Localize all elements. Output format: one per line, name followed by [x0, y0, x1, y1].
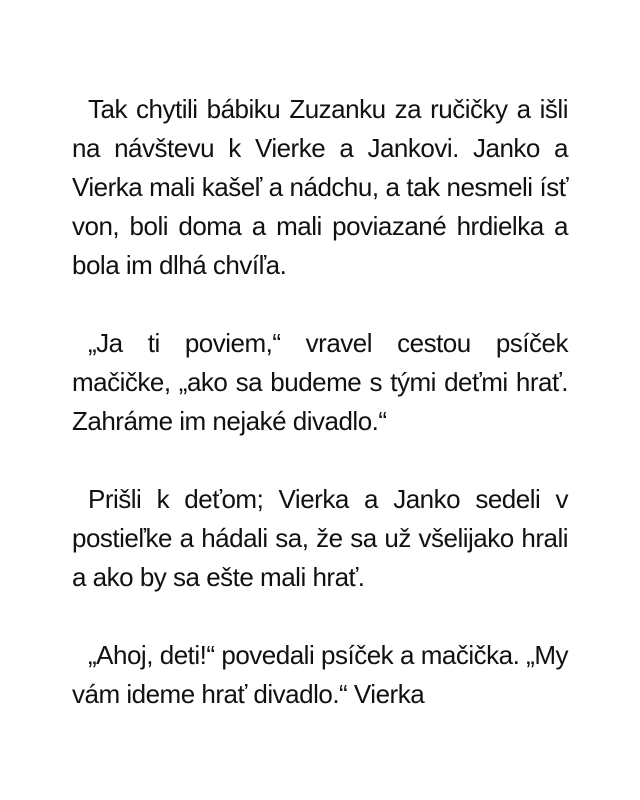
paragraph-1: Tak chytili bábiku Zuzanku za ručičky a išli na návštevu k Vierke a Jankovi. Janko a Vierka mali kašeľ a nádchu, a tak nesmeli ísť von, boli doma a mali poviazané hrdielka a bola im dlhá chvíľa.: [72, 94, 568, 280]
paragraph-3: Prišli k deťom; Vierka a Janko sedeli v postieľke a hádali sa, že sa už všelijako hrali a ako by sa ešte mali hrať.: [72, 484, 568, 592]
paragraph-4: „Ahoj, deti!“ povedali psíček a mačička. „My vám ideme hrať divadlo.“ Vierka: [72, 640, 568, 709]
paragraph-2: „Ja ti poviem,“ vravel cestou psíček mačičke, „ako sa budeme s tými deťmi hrať. Zahráme im nejaké divadlo.“: [72, 328, 568, 436]
document-page: [72, 90, 568, 714]
